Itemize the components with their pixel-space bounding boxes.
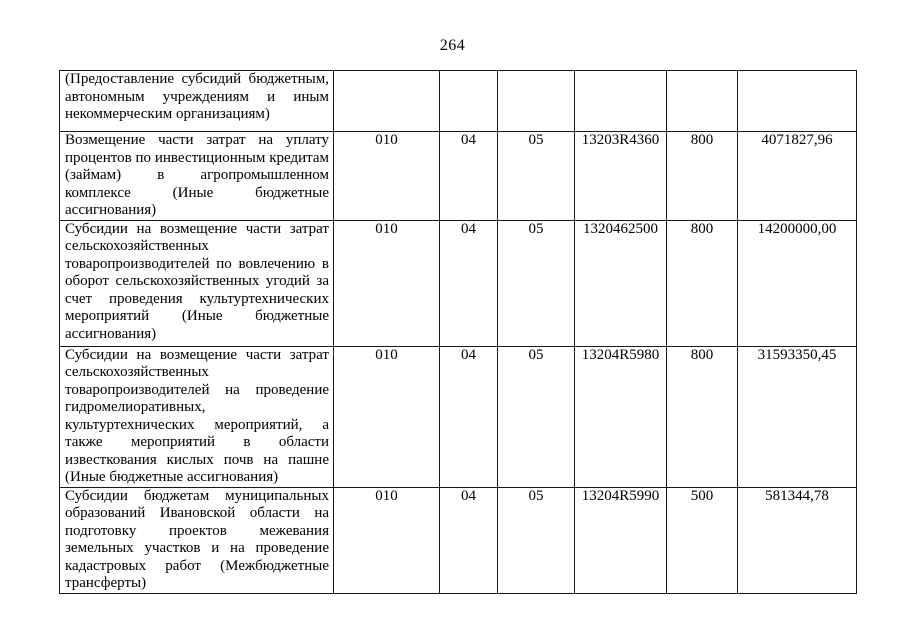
cell-expense-type: 500 [667, 487, 738, 593]
cell-section: 04 [440, 220, 498, 346]
cell-amount: 14200000,00 [738, 220, 857, 346]
cell-section: 04 [440, 132, 498, 221]
cell-code: 010 [334, 487, 440, 593]
table-row [60, 220, 857, 346]
cell-subsection [498, 71, 575, 132]
cell-section: 04 [440, 346, 498, 487]
budget-table-body [60, 71, 857, 594]
cell-description: (Предоставление субсидий бюджетным, автономным учреждениям и иным некоммерческим организациям) [60, 71, 334, 132]
page-number: 264 [439, 37, 466, 54]
cell-amount [738, 71, 857, 132]
table-row [60, 346, 857, 487]
cell-expense-type [667, 71, 738, 132]
cell-target-article: 13203R4360 [575, 132, 667, 221]
cell-code: 010 [334, 220, 440, 346]
cell-section: 04 [440, 487, 498, 593]
cell-target-article [575, 71, 667, 132]
cell-description: Субсидии на возмещение части затрат сельскохозяйственных товаропроизводителей по вовлечению в оборот сельскохозяйственных угодий за счет проведения культуртехнических мероприятий (Иные бюджетные ассигнования) [60, 220, 334, 346]
cell-subsection: 05 [498, 346, 575, 487]
budget-table [59, 70, 857, 594]
cell-expense-type: 800 [667, 346, 738, 487]
cell-code: 010 [334, 346, 440, 487]
cell-expense-type: 800 [667, 132, 738, 221]
cell-amount: 31593350,45 [738, 346, 857, 487]
table-row [60, 71, 857, 132]
cell-target-article: 13204R5990 [575, 487, 667, 593]
cell-description: Субсидии на возмещение части затрат сельскохозяйственных товаропроизводителей на проведение гидромелиоративных, культуртехнических мероприятий, а также мероприятий в области известкования кислых почв на пашне (Иные бюджетные ассигнования) [60, 346, 334, 487]
table-row [60, 132, 857, 221]
cell-expense-type: 800 [667, 220, 738, 346]
cell-subsection: 05 [498, 132, 575, 221]
cell-code [334, 71, 440, 132]
cell-subsection: 05 [498, 220, 575, 346]
cell-amount: 581344,78 [738, 487, 857, 593]
cell-subsection: 05 [498, 487, 575, 593]
cell-target-article: 1320462500 [575, 220, 667, 346]
cell-description: Возмещение части затрат на уплату процентов по инвестиционным кредитам (займам) в агропромышленном комплексе (Иные бюджетные ассигнования) [60, 132, 334, 221]
cell-code: 010 [334, 132, 440, 221]
table-row [60, 487, 857, 593]
cell-section [440, 71, 498, 132]
cell-amount: 4071827,96 [738, 132, 857, 221]
cell-description: Субсидии бюджетам муниципальных образований Ивановской области на подготовку проектов межевания земельных участков и на проведение кадастровых работ (Межбюджетные трансферты) [60, 487, 334, 593]
cell-target-article: 13204R5980 [575, 346, 667, 487]
